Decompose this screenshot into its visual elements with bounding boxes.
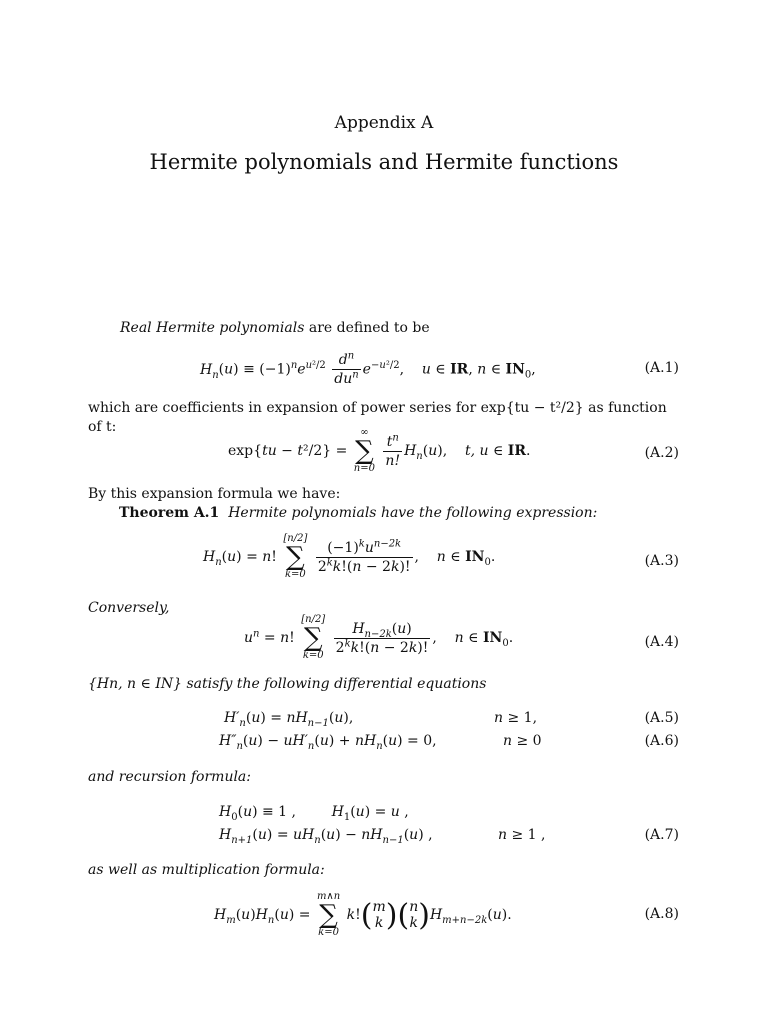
equation-a6-condition: n ≥ 0 — [503, 733, 542, 749]
conversely-label: Conversely, — [88, 600, 170, 616]
differential-equations-intro: {Hn, n ∈ IN} satisfy the following differential equations — [88, 676, 487, 692]
intro-paragraph — [120, 320, 430, 336]
equation-a3: $H_n(u) = n$! [n/2] ∑ k=0 $\frac{(-1)^ku^{n-2k}}{2^kk!(n - 2k)!}$ , n ∈ $IN_0$. — [203, 533, 496, 580]
paragraph-by-expansion: By this expansion formula we have: — [88, 486, 341, 502]
equation-a5: $H'_n(u) = nH_{n-1}(u)$, — [224, 710, 354, 729]
theorem-label: Theorem A.1 — [119, 505, 220, 521]
equation-number: (A.2) — [644, 445, 679, 461]
equation-a7-line2: $H_{n+1}(u) = uH_n(u) - nH_{n-1}(u)$ , — [219, 827, 433, 846]
equation-number: (A.6) — [644, 733, 679, 749]
equation-a7-line1: $H_0(u) \equiv 1$ , $H_1(u) = u$ , — [219, 804, 409, 823]
equation-number: (A.7) — [644, 827, 679, 843]
theorem-statement — [119, 505, 597, 521]
recursion-intro: and recursion formula: — [88, 769, 251, 785]
multiplication-intro: as well as multiplication formula: — [88, 862, 325, 878]
theorem-text: Hermite polynomials have the following expression: — [228, 505, 598, 521]
paragraph-expansion-line1: which are coefficients in expansion of power series for exp{tu − t²/2} as function — [88, 400, 667, 416]
equation-a6: $H''_n(u) - uH'_n(u) + nH_n(u) = 0$, — [219, 733, 437, 752]
equation-a7-condition: n ≥ 1 , — [498, 827, 546, 843]
equation-number: (A.3) — [644, 553, 679, 569]
intro-rest: are defined to be — [304, 320, 430, 336]
chapter-title: Hermite polynomials and Hermite functions — [149, 150, 619, 174]
equation-a5-condition: n ≥ 1, — [494, 710, 538, 726]
equation-a4: $u^n = n$! [n/2] ∑ k=0 $\frac{H_{n-2k}(u)}{2^kk!(n - 2k)!}$ , n ∈ $IN_0$. — [244, 614, 514, 661]
equation-number: (A.5) — [644, 710, 679, 726]
equation-a8: $H_m(u)H_n(u)$ = m∧n ∑ k=0 k!(m k)(n $k)H_{m+n-2k}(u)$. — [214, 891, 512, 938]
appendix-label: Appendix A — [334, 113, 434, 133]
equation-number: (A.1) — [644, 360, 679, 376]
equation-a2: exp{tu − t²/2} = ∞ ∑ n=0 $\frac{t^n}{n!}$ $H_n(u)$, t, u ∈ IR. — [228, 427, 531, 474]
equation-a1: $H_n(u) \equiv (-1)^ne^{u^2/2}$ $\frac{d^n}{du^n}$ $e^{-u^2/2}$, u ∈ IR, n ∈ $IN_0$, — [200, 350, 536, 387]
intro-term: Real Hermite polynomials — [120, 320, 305, 336]
equation-number: (A.8) — [644, 906, 679, 922]
paragraph-expansion-line2: of t: — [88, 419, 117, 435]
equation-number: (A.4) — [644, 634, 679, 650]
